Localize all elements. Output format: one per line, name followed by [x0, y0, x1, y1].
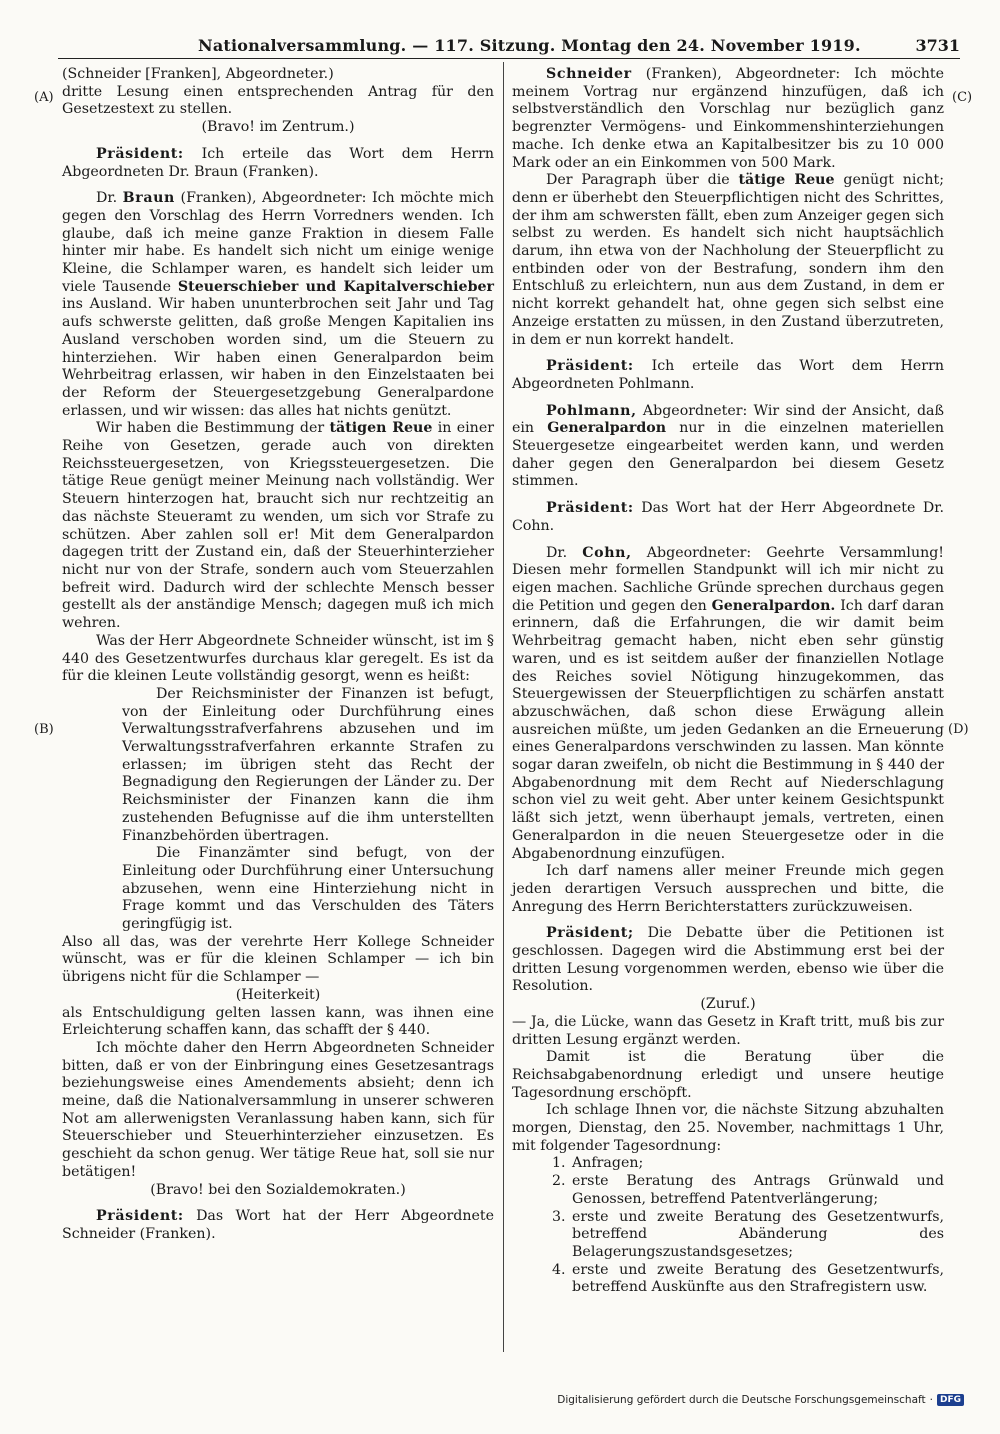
paragraph: dritte Lesung einen entsprechenden Antrag für den Gesetzestext zu stellen.	[62, 83, 494, 118]
margin-mark-b: (B)	[34, 722, 54, 737]
interjection: (Zuruf.)	[700, 996, 756, 1013]
emphasis: tätigen Reue	[329, 420, 433, 437]
quote-paragraph: Der Reichsminister der Finanzen ist befugt, von der Einleitung oder Durchführung eines Verwaltungsstrafverfahrens abzusehen und im Verwaltungsstrafverfahren erkannte Strafen zu erlassen; im übrigen steht das Recht der Begnadigung den Regierungen der Länder zu. Der Reichsminister der Finanzen kann die ihm zustehenden Befugnisse auf die ihm unterstellten Finanzbehörden übertragen.	[122, 685, 494, 844]
speech-text: Abgeordneter: Geehrte Versammlung! Diesen mehr formellen Standpunkt will ich mir nicht zu eigen machen. Sachliche Gründe sprechen durchaus gegen die Petition und gegen den	[512, 544, 945, 614]
speech-text: Die Debatte über die Petitionen ist geschlossen. Dagegen wird die Abstimmung erst bei der dritten Lesung vorgenommen werden, ebenso wie über die Resolution.	[512, 925, 944, 995]
agenda-text: erste Beratung des Antrags Grünwald und Genossen, betreffend Patentverlängerung;	[572, 1173, 944, 1207]
speech-text: Ich erteile das Wort dem Herrn Abgeordneten Dr. Braun (Franken).	[62, 145, 494, 180]
agenda-item	[552, 1262, 944, 1297]
speaker-name: Cohn,	[582, 544, 632, 561]
speaker-title: Dr.	[96, 190, 118, 207]
paragraph: Ich möchte daher den Herrn Abgeordneten Schneider bitten, daß er von der Einbringung eines Gesetzesantrags beziehungsweise eines Amendements absieht; denn ich meine, daß die Nationalversammlung in unserer schweren Not am allerwenigsten Veranlassung haben kann, sich für Steuerschieber und Steuerhinterzieher einzusetzen. Es geschieht da schon genug. Wer tätige Reue hat, soll sie nur betätigen!	[62, 1039, 494, 1180]
dfg-logo: DFG	[937, 1394, 964, 1406]
agenda-number: 1.	[552, 1155, 566, 1172]
emphasis: tätige Reue	[738, 172, 835, 189]
paragraph	[512, 172, 944, 349]
agenda-item	[552, 1155, 944, 1173]
header-title: Nationalversammlung. — 117. Sitzung. Montag den 24. November 1919.	[198, 36, 861, 55]
speaker-name: Präsident:	[546, 500, 634, 517]
speech-paragraph	[512, 500, 944, 535]
speech-paragraph	[512, 925, 944, 996]
speech-text: Abgeordneter: Wir sind der Ansicht, daß ein	[512, 402, 944, 437]
margin-mark-c: (C)	[952, 90, 973, 105]
law-quote	[62, 686, 494, 934]
speaker-name: Präsident:	[96, 1208, 184, 1225]
running-header	[58, 30, 960, 59]
emphasis: Steuerschieber und Kapitalverschieber	[177, 278, 494, 295]
emphasis: Generalpardon	[547, 420, 667, 437]
separator: ·	[929, 1394, 933, 1406]
speaker-name: Pohlmann,	[546, 402, 637, 419]
speech-paragraph	[512, 66, 944, 172]
footer-text: Digitalisierung gefördert durch die Deutsche Forschungsgemeinschaft	[557, 1394, 926, 1406]
speech-paragraph	[62, 1208, 494, 1243]
speech-paragraph	[512, 403, 944, 492]
speech-text: in einer Reihe von Gesetzen, gerade auch von direkten Reichssteuergesetzen, von Kriegssteuergesetzen. Die tätige Reue genügt meiner Meinung nach vollständig. Wer Steuern hinterzogen hat, braucht sich nur rechtzeitig an das nächste Steueramt zu wenden, um sich vor Strafe zu schützen. Aber zahlen soll er! Mit dem Generalpardon dagegen tritt der Zustand ein, daß der Steuerhinterzieher nicht nur von der Strafe, sondern auch vom Steuerzahlen befreit wird. Dadurch wird der schlechte Mensch besser gestellt als der anständige Mensch; dagegen muß ich mich wehren.	[62, 420, 495, 632]
continuation-speaker: (Schneider [Franken], Abgeordneter.)	[62, 66, 334, 82]
speaker-title: Dr.	[546, 544, 568, 561]
paragraph: — Ja, die Lücke, wann das Gesetz in Kraft tritt, muß bis zur dritten Lesung ergänzt werden.	[512, 1013, 944, 1048]
emphasis: Generalpardon.	[711, 597, 836, 614]
quote-paragraph: Die Finanzämter sind befugt, von der Einleitung oder Durchführung einer Untersuchung abzusehen, wenn eine Hinterziehung nicht in Frage kommt und das Verschulden des Täters geringfügig ist.	[122, 845, 494, 933]
agenda-number: 4.	[552, 1261, 566, 1278]
speech-text: ins Ausland. Wir haben ununterbrochen seit Jahr und Tag aufs schwerste gelitten, daß große Mengen Kapitalien ins Ausland verschoben worden sind, um die Steuern zu hinterziehen. Wir haben einen Generalpardon beim Wehrbeitrag erlassen, wir haben in den Einzelstaaten bei der Reform der Steuergesetzgebung Generalpardone erlassen, und wir wissen: das alles hat nichts genützt.	[62, 296, 494, 419]
speaker-name: Präsident;	[546, 925, 634, 942]
speech-text: Ich erteile das Wort dem Herrn Abgeordneten Pohlmann.	[512, 358, 944, 392]
agenda-number: 3.	[552, 1208, 566, 1225]
interjection: (Bravo! bei den Sozialdemokraten.)	[150, 1181, 406, 1198]
interjection: (Bravo! im Zentrum.)	[201, 119, 355, 136]
margin-mark-d: (D)	[948, 722, 969, 737]
left-column	[62, 66, 494, 1244]
agenda-item	[552, 1209, 944, 1262]
right-column	[512, 66, 944, 1297]
paragraph: Damit ist die Beratung über die Reichsabgabenordnung erledigt und unsere heutige Tagesordnung erschöpft.	[512, 1049, 944, 1101]
speaker-name: Schneider	[546, 66, 632, 82]
speech-text: (Franken), Abgeordneter: Ich möchte mich gegen den Vorschlag des Herrn Vorredners wenden. Ich glaube, daß ich meine ganze Fraktion in diesem Falle hinter mir habe. Es handelt sich nicht um einige wenige Kleine, die Schlamper waren, es handelt sich leider um viele Tausende	[62, 190, 495, 295]
agenda-number: 2.	[552, 1173, 566, 1190]
footer-credit	[557, 1394, 964, 1406]
speech-text: Ich darf daran erinnern, daß die Erfahrungen, die wir damit beim Wehrbeitrag gemacht haben, nicht eben sehr günstig waren, und es ist seitdem außer der finanziellen Notlage des Reiches soviel Nötigung hinzugekommen, das Steuergewissen der Steuerpflichtigen zu schärfen anstatt abzuschwächen, daß schon diese Erwägung allein ausreichen müßte, um jeden Gedanken an die Erneuerung eines Generalpardons verschwinden zu lassen. Man könnte sogar daran zweifeln, ob nicht die Bestimmung in § 440 der Abgabenordnung mit dem Recht auf Niederschlagung schon viel zu weit geht. Aber unter keinem Gesichtspunkt läßt sich jetzt, wenn überhaupt jemals, vertreten, einen Generalpardon in die neuen Steuergesetze oder in die Abgabenordnung einzufügen.	[512, 597, 944, 862]
speech-text: Der Paragraph über die	[546, 172, 730, 189]
paragraph: als Entschuldigung gelten lassen kann, was ihnen eine Erleichterung schaffen kann, das schafft der § 440.	[62, 1004, 494, 1039]
agenda-text: Anfragen;	[572, 1155, 644, 1172]
margin-mark-a: (A)	[34, 90, 54, 105]
speaker-name: Präsident:	[96, 145, 184, 162]
speech-text: Das Wort hat der Herr Abgeordnete Dr. Cohn.	[512, 500, 945, 534]
column-divider	[503, 62, 504, 1352]
speech-paragraph	[512, 545, 944, 864]
speech-text: nur in die einzelnen materiellen Steuergesetze eingearbeitet werden kann, und werden daher gegen den Generalpardon bei diesem Gesetz stimmen.	[512, 420, 944, 490]
interjection: (Heiterkeit)	[235, 986, 321, 1003]
speech-paragraph	[62, 146, 494, 181]
agenda-item	[552, 1173, 944, 1208]
paragraph: Ich schlage Ihnen vor, die nächste Sitzung abzuhalten morgen, Dienstag, den 25. November, nachmittags 1 Uhr, mit folgender Tagesordnung:	[512, 1102, 944, 1154]
speech-paragraph	[62, 190, 494, 420]
speech-text: Wir haben die Bestimmung der	[96, 420, 325, 437]
paragraph	[62, 420, 494, 632]
speech-text: Das Wort hat der Herr Abgeordnete Schneider (Franken).	[62, 1208, 494, 1242]
agenda-list	[512, 1155, 944, 1297]
speaker-name: Braun	[122, 190, 175, 207]
speech-text: genügt nicht; denn er überhebt den Steuerpflichtigen nicht des Schrittes, der ihm am schwersten fällt, eben zum Anzeiger gegen sich selbst zu werden. Es handelt sich nicht hauptsächlich darum, ihn etwa von der Nachholung der Steuerpflicht zu entbinden oder von der Bestrafung, sondern ihm den Entschluß zu erleichtern, nun aus dem Zustand, in dem er nicht korrekt gehandelt hat, ohne gegen sich selbst eine Anzeige erstatten zu müssen, in den Zustand überzutreten, in dem er nun korrekt handelt.	[512, 172, 944, 348]
speaker-name: Präsident:	[546, 358, 634, 375]
paragraph: Was der Herr Abgeordnete Schneider wünscht, ist im § 440 des Gesetzentwurfes durchaus klar geregelt. Es ist da für die kleinen Leute vollständig gesorgt, wenn es heißt:	[62, 632, 494, 685]
paragraph: Also all das, was der verehrte Herr Kollege Schneider wünscht, was er für die kleinen Schlamper — ich bin übrigens nicht für die Schlamper —	[62, 933, 494, 986]
speech-paragraph	[512, 358, 944, 393]
paragraph: Ich darf namens aller meiner Freunde mich gegen jeden derartigen Versuch aussprechen und bitte, die Anregung des Herrn Berichterstatters zurückzuweisen.	[512, 863, 944, 915]
speech-text: (Franken), Abgeordneter: Ich möchte meinem Vortrag nur ergänzend hinzufügen, daß ich selbstverständlich den Vorschlag nur bezüglich ganz begrenzter Vermögens- und Einkommenshinterziehungen mache. Ich denke etwa an Kapitalbesitzer bis zu 10 000 Mark oder an ein Einkommen von 500 Mark.	[512, 66, 944, 171]
agenda-text: erste und zweite Beratung des Gesetzentwurfs, betreffend Abänderung des Belagerungszustandsgesetzes;	[572, 1208, 944, 1260]
page-number: 3731	[915, 36, 960, 55]
agenda-text: erste und zweite Beratung des Gesetzentwurfs, betreffend Auskünfte aus den Strafregistern usw.	[572, 1261, 944, 1296]
